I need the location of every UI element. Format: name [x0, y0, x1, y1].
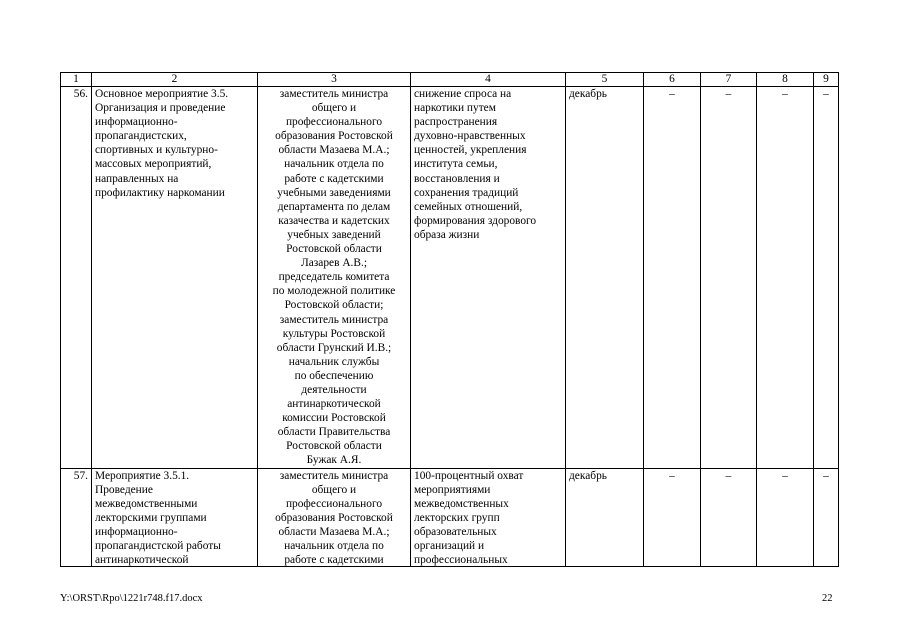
value-cell: – — [701, 87, 757, 469]
value-cell: – — [644, 468, 701, 566]
column-number-row — [61, 73, 839, 87]
col-number: 5 — [566, 73, 644, 87]
responsible-executor-cell — [258, 468, 411, 566]
value-cell: – — [757, 87, 814, 469]
row-number: 56. — [61, 87, 92, 469]
responsible-executor: заместитель министра общего и профессионального образования Ростовской области Мазаева М.А.; начальник отдела по работе с кадетскими учебными заведениями департамента по делам казачества и кадетских учебных заведений Ростовской области Лазарев А.В.; председатель комитета по молодежной политике Ростовской области; заместитель министра культуры Ростовской области Грунский И.В.; начальник службы по обеспечению деятельности антинаркотической комиссии Ростовской области Правительства Ростовской области Бужак А.Я. — [258, 87, 411, 469]
col-number: 8 — [757, 73, 814, 87]
responsible-executor: заместитель министра общего и профессионального образования Ростовской области Мазаева М.А.; начальник отдела по работе с кадетскими — [275, 469, 393, 566]
value-cell: – — [814, 87, 839, 469]
footer-file-path: Y:\ORST\Rpo\1221r748.f17.docx — [60, 593, 203, 604]
col-number: 2 — [92, 73, 258, 87]
col-number: 1 — [61, 73, 92, 87]
event-name: Основное мероприятие 3.5. Организация и проведение информационно- пропагандистских, спортивных и культурно- массовых мероприятий, направленных на профилактику наркомании — [92, 87, 258, 469]
row-number: 57. — [61, 468, 92, 566]
expected-result: 100-процентный охват мероприятиями межведомственных лекторских групп образовательных организаций и профессиональных — [414, 469, 524, 566]
expected-result: снижение спроса на наркотики путем распространения духовно-нравственных ценностей, укрепления института семьи, восстановления и сохранения традиций семейных отношений, формирования здорового образа жизни — [411, 87, 566, 469]
col-number: 7 — [701, 73, 757, 87]
program-table — [60, 72, 839, 567]
value-cell: – — [814, 468, 839, 566]
value-cell: – — [701, 468, 757, 566]
value-cell: – — [644, 87, 701, 469]
expected-result-cell — [411, 468, 566, 566]
table-row — [61, 87, 839, 469]
value-cell: – — [757, 468, 814, 566]
col-number: 3 — [258, 73, 411, 87]
page-number: 22 — [822, 593, 833, 604]
col-number: 6 — [644, 73, 701, 87]
event-name: Мероприятие 3.5.1. Проведение межведомственными лекторскими группами информационно- пропагандистской работы антинаркотической — [95, 469, 221, 566]
event-name-cell — [92, 468, 258, 566]
col-number: 9 — [814, 73, 839, 87]
deadline-month: декабрь — [566, 87, 644, 469]
col-number: 4 — [411, 73, 566, 87]
deadline-month: декабрь — [566, 468, 644, 566]
table-row — [61, 468, 839, 566]
